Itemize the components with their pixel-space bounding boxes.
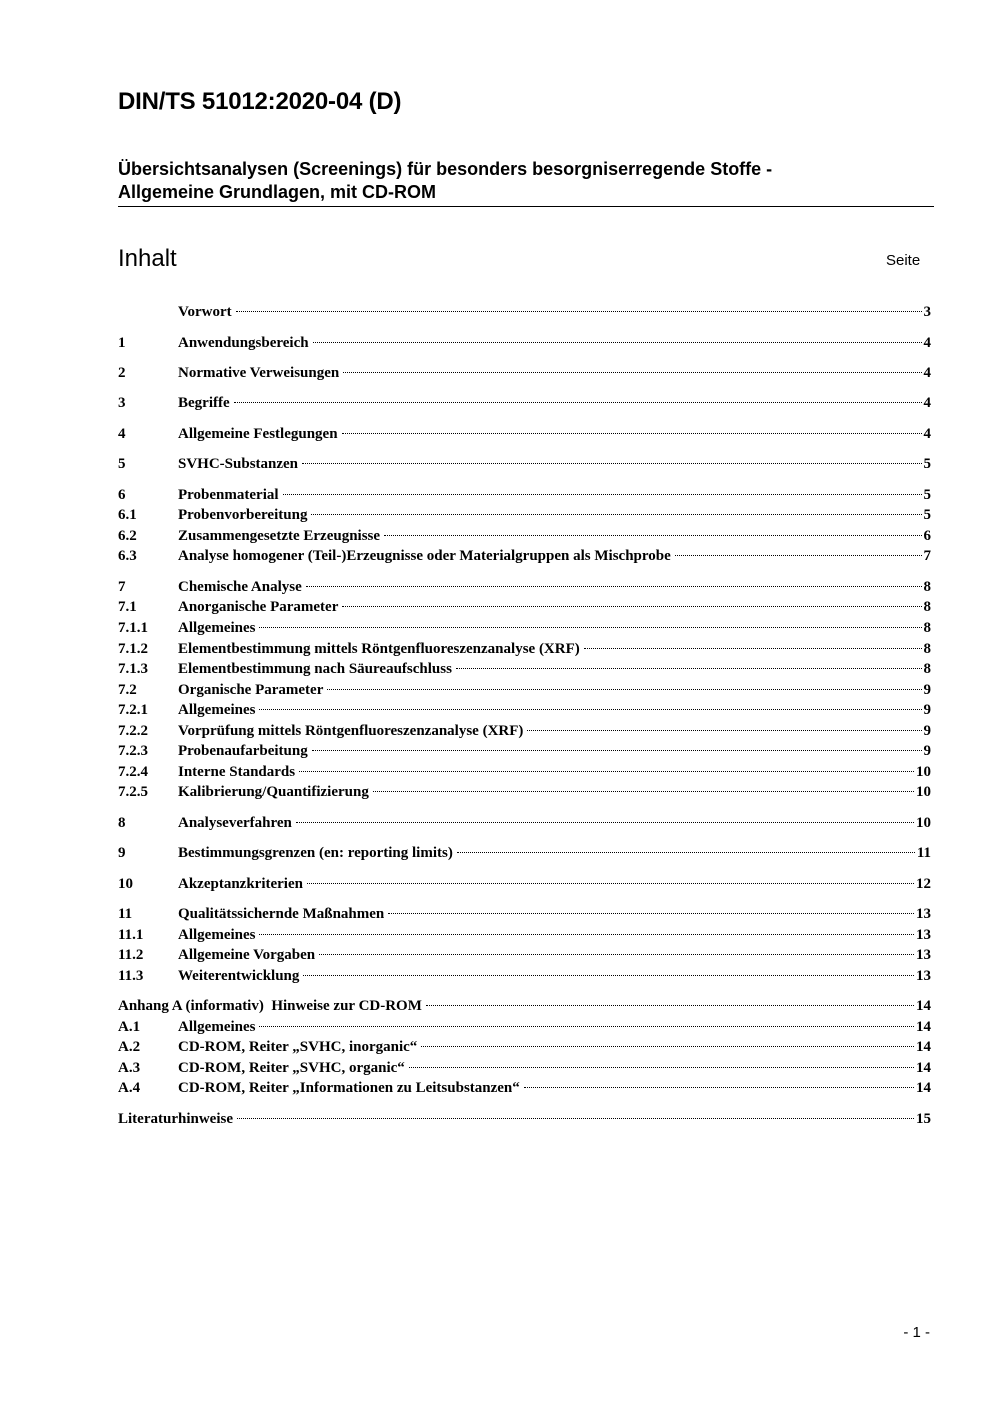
toc-entry-page: 14 xyxy=(916,1019,931,1035)
toc-leader xyxy=(283,494,922,495)
toc-entry[interactable] xyxy=(118,782,931,802)
toc-entry-label: Zusammengesetzte Erzeugnisse xyxy=(178,528,381,544)
toc-heading: Inhalt xyxy=(118,245,177,272)
toc-leader xyxy=(312,750,922,751)
toc-leader xyxy=(237,1118,914,1119)
toc-entry[interactable] xyxy=(118,813,931,833)
toc-entry-number: A.4 xyxy=(118,1080,141,1096)
toc-entry[interactable] xyxy=(118,597,931,617)
toc-entry[interactable] xyxy=(118,577,931,597)
toc-entry-label: Allgemeines xyxy=(178,702,256,718)
toc-leader xyxy=(259,627,921,628)
toc-entry-label: Literaturhinweise xyxy=(118,1111,233,1127)
toc-entry-number: 1 xyxy=(118,335,126,351)
toc-entry-number: 2 xyxy=(118,365,126,381)
toc-entry-page: 13 xyxy=(916,947,931,963)
toc-entry[interactable] xyxy=(118,1078,931,1098)
footer-page-number: - 1 - xyxy=(903,1324,930,1341)
toc-entry-number: A.3 xyxy=(118,1060,141,1076)
toc-entry[interactable] xyxy=(118,700,931,720)
toc-entry-page: 5 xyxy=(923,507,931,523)
toc-entry-number: 7.1.2 xyxy=(118,641,148,657)
toc-entry-page: 15 xyxy=(916,1111,931,1127)
toc-leader xyxy=(675,555,922,556)
toc-entry-number: 3 xyxy=(118,395,126,411)
toc-entry-page: 10 xyxy=(916,784,931,800)
toc-entry-label: Bestimmungsgrenzen (en: reporting limits) xyxy=(178,845,453,861)
toc-entry[interactable] xyxy=(118,526,931,546)
toc-leader xyxy=(313,342,922,343)
toc-entry-page: 13 xyxy=(916,927,931,943)
toc-leader xyxy=(343,372,921,373)
toc-entry-page: 9 xyxy=(923,702,931,718)
toc-entry-page: 8 xyxy=(923,661,931,677)
toc-entry-label: Anhang A (informativ) Hinweise zur CD-ROM xyxy=(118,998,422,1014)
toc-entry-page: 14 xyxy=(916,1080,931,1096)
toc-entry[interactable] xyxy=(118,680,931,700)
toc-entry[interactable] xyxy=(118,925,931,945)
toc-entry[interactable] xyxy=(118,363,931,383)
toc-entry[interactable] xyxy=(118,393,931,413)
toc-entry-number: 6.3 xyxy=(118,548,137,564)
toc-entry-label: Anorganische Parameter xyxy=(178,599,339,615)
toc-entry[interactable] xyxy=(118,546,931,566)
toc-entry-page: 14 xyxy=(916,1039,931,1055)
toc-entry-label: Anwendungsbereich xyxy=(178,335,309,351)
toc-entry-page: 4 xyxy=(923,426,931,442)
document-title-line-1: Übersichtsanalysen (Screenings) für besonders besorgniserregende Stoffe - xyxy=(118,159,773,179)
toc-entry[interactable] xyxy=(118,302,931,322)
toc-entry-page: 4 xyxy=(923,365,931,381)
toc-entry[interactable] xyxy=(118,659,931,679)
toc-leader xyxy=(259,709,921,710)
toc-entry-page: 13 xyxy=(916,906,931,922)
toc-leader xyxy=(409,1067,914,1068)
toc-entry-page: 8 xyxy=(923,579,931,595)
toc-leader xyxy=(527,730,921,731)
toc-entry-label: Weiterentwicklung xyxy=(178,968,300,984)
toc-entry[interactable] xyxy=(118,843,931,863)
toc-entry-page: 8 xyxy=(923,620,931,636)
toc-entry-page: 3 xyxy=(923,304,931,320)
toc-entry-number: 4 xyxy=(118,426,126,442)
toc-entry-page: 10 xyxy=(916,764,931,780)
toc-entry-page: 13 xyxy=(916,968,931,984)
title-rule xyxy=(118,206,934,207)
toc-entry-number: 6.1 xyxy=(118,507,137,523)
toc-leader xyxy=(421,1046,914,1047)
toc-entry-label: Vorprüfung mittels Röntgenfluoreszenzanalyse (XRF) xyxy=(178,723,524,739)
toc-entry-number: 6 xyxy=(118,487,126,503)
toc-entry-number: 5 xyxy=(118,456,126,472)
toc-entry-number: 9 xyxy=(118,845,126,861)
toc-entry[interactable] xyxy=(118,996,931,1016)
toc-page-heading: Seite xyxy=(886,252,921,269)
toc-leader xyxy=(303,975,914,976)
toc-entry-label: Begriffe xyxy=(178,395,230,411)
toc-entry-label: Elementbestimmung mittels Röntgenfluoreszenzanalyse (XRF) xyxy=(178,641,580,657)
toc-entry[interactable] xyxy=(118,762,931,782)
toc-entry[interactable] xyxy=(118,1109,931,1129)
toc-entry[interactable] xyxy=(118,1017,931,1037)
toc-leader xyxy=(342,606,921,607)
toc-leader xyxy=(259,934,914,935)
toc-entry[interactable] xyxy=(118,741,931,761)
toc-leader xyxy=(584,648,922,649)
toc-entry[interactable] xyxy=(118,966,931,986)
toc-leader xyxy=(342,433,922,434)
toc-entry-number: 11 xyxy=(118,906,133,922)
toc-entry-page: 6 xyxy=(923,528,931,544)
toc-entry-label: Probenaufarbeitung xyxy=(178,743,308,759)
toc-entry-number: 7.1.3 xyxy=(118,661,148,677)
toc-entry[interactable] xyxy=(118,721,931,741)
toc-entry-label: Elementbestimmung nach Säureaufschluss xyxy=(178,661,452,677)
toc-entry-page: 8 xyxy=(923,641,931,657)
toc-leader xyxy=(457,852,915,853)
toc-entry-number: 11.3 xyxy=(118,968,144,984)
toc-leader xyxy=(296,822,914,823)
toc-entry-label: CD-ROM, Reiter „SVHC, inorganic“ xyxy=(178,1039,418,1055)
toc-entry-page: 4 xyxy=(923,395,931,411)
toc-entry-number: 11.2 xyxy=(118,947,144,963)
document-id: DIN/TS 51012:2020-04 (D) xyxy=(118,88,402,115)
toc-entry[interactable] xyxy=(118,424,931,444)
toc-entry-label: Probenmaterial xyxy=(178,487,279,503)
toc-entry[interactable] xyxy=(118,945,931,965)
toc-entry-number: 8 xyxy=(118,815,126,831)
toc-leader xyxy=(524,1087,914,1088)
toc-entry[interactable] xyxy=(118,639,931,659)
toc-entry-label: Probenvorbereitung xyxy=(178,507,308,523)
toc-entry-label: Allgemeines xyxy=(178,620,256,636)
toc-entry-page: 14 xyxy=(916,998,931,1014)
toc-leader xyxy=(327,689,921,690)
toc-leader xyxy=(302,463,921,464)
toc-entry-label: Akzeptanzkriterien xyxy=(178,876,303,892)
toc-entry[interactable] xyxy=(118,904,931,924)
toc-entry[interactable] xyxy=(118,1037,931,1057)
toc-entry[interactable] xyxy=(118,333,931,353)
toc-entry-page: 8 xyxy=(923,599,931,615)
toc-entry-number: A.2 xyxy=(118,1039,141,1055)
toc-entry-page: 11 xyxy=(916,845,931,861)
toc-entry-label: CD-ROM, Reiter „SVHC, organic“ xyxy=(178,1060,405,1076)
toc-leader xyxy=(384,535,921,536)
toc-entry-page: 5 xyxy=(923,487,931,503)
toc-entry-number: A.1 xyxy=(118,1019,141,1035)
toc-leader xyxy=(307,883,914,884)
toc-entry-page: 9 xyxy=(923,723,931,739)
toc-entry-page: 9 xyxy=(923,682,931,698)
toc-entry-page: 12 xyxy=(916,876,931,892)
toc-entry-label: Allgemeine Festlegungen xyxy=(178,426,338,442)
toc-leader xyxy=(306,586,922,587)
toc-leader xyxy=(234,402,922,403)
document-title xyxy=(118,158,933,204)
toc-entry-label: Normative Verweisungen xyxy=(178,365,340,381)
toc-entry[interactable] xyxy=(118,485,931,505)
toc-entry-label: Allgemeine Vorgaben xyxy=(178,947,316,963)
toc-leader xyxy=(426,1005,914,1006)
toc-entry-label: Interne Standards xyxy=(178,764,296,780)
toc-entry-page: 9 xyxy=(923,743,931,759)
toc-entry-number: 7.2.5 xyxy=(118,784,148,800)
toc-entry-label: Analyseverfahren xyxy=(178,815,292,831)
document-title-line-2: Allgemeine Grundlagen, mit CD-ROM xyxy=(118,182,437,202)
toc-entry-number: 11.1 xyxy=(118,927,144,943)
toc-leader xyxy=(311,514,921,515)
toc-leader xyxy=(319,954,914,955)
toc-entry-number: 7.2.1 xyxy=(118,702,148,718)
toc-entry-number: 7.2.2 xyxy=(118,723,148,739)
toc-entry-label: Organische Parameter xyxy=(178,682,324,698)
toc-entry[interactable] xyxy=(118,1058,931,1078)
toc-entry-label: Chemische Analyse xyxy=(178,579,302,595)
toc-entry-number: 7.2.3 xyxy=(118,743,148,759)
toc-leader xyxy=(373,791,914,792)
toc-entry-label: Allgemeines xyxy=(178,927,256,943)
toc-entry-label: Qualitätssichernde Maßnahmen xyxy=(178,906,385,922)
toc-leader xyxy=(299,771,914,772)
toc-entry-page: 5 xyxy=(923,456,931,472)
toc-entry[interactable] xyxy=(118,454,931,474)
toc-entry-page: 14 xyxy=(916,1060,931,1076)
toc-entry[interactable] xyxy=(118,874,931,894)
toc-entry[interactable] xyxy=(118,618,931,638)
toc-entry-label: SVHC-Substanzen xyxy=(178,456,299,472)
toc-entry-page: 4 xyxy=(923,335,931,351)
toc-entry[interactable] xyxy=(118,505,931,525)
toc-entry-label: Vorwort xyxy=(178,304,232,320)
toc-entry-number: 7.1 xyxy=(118,599,137,615)
toc-entry-number: 6.2 xyxy=(118,528,137,544)
toc-leader xyxy=(236,311,922,312)
toc-entry-number: 7.1.1 xyxy=(118,620,148,636)
toc-leader xyxy=(456,668,922,669)
toc-leader xyxy=(259,1026,914,1027)
toc-leader xyxy=(388,913,914,914)
toc-entry-page: 7 xyxy=(923,548,931,564)
toc-entry-number: 10 xyxy=(118,876,133,892)
toc-entry-label: Allgemeines xyxy=(178,1019,256,1035)
toc-entry-page: 10 xyxy=(916,815,931,831)
toc-entry-label: Kalibrierung/Quantifizierung xyxy=(178,784,369,800)
toc-entry-number: 7 xyxy=(118,579,126,595)
toc-entry-number: 7.2.4 xyxy=(118,764,148,780)
toc-entry-number: 7.2 xyxy=(118,682,137,698)
toc-entry-label: CD-ROM, Reiter „Informationen zu Leitsubstanzen“ xyxy=(178,1080,520,1096)
toc-entry-label: Analyse homogener (Teil-)Erzeugnisse oder Materialgruppen als Mischprobe xyxy=(178,548,671,564)
